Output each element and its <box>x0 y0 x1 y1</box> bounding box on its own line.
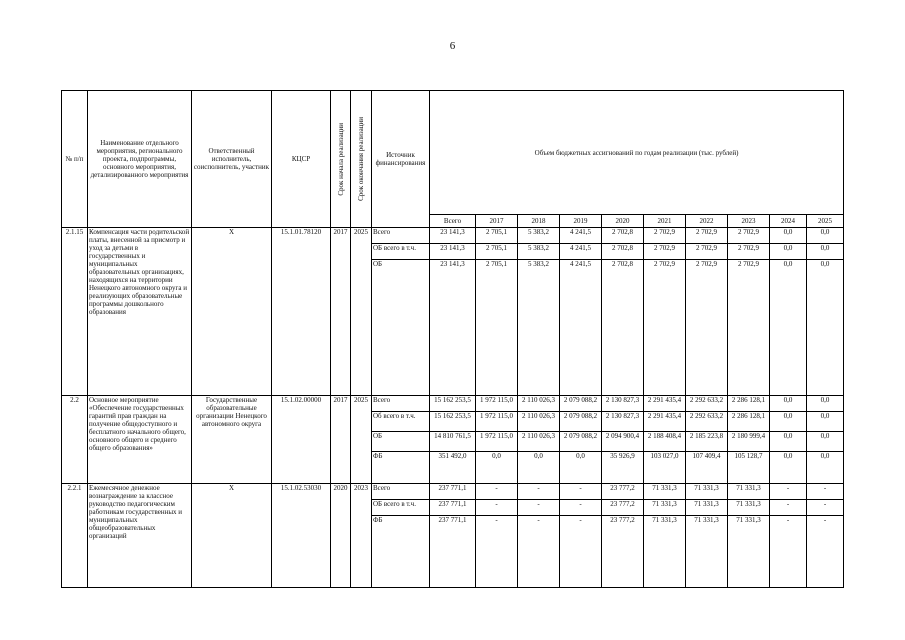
row-start: 2017 <box>331 228 351 396</box>
value-cell: - <box>560 500 602 516</box>
value-cell: 1 972 115,0 <box>476 396 518 412</box>
value-cell: 0,0 <box>807 260 844 396</box>
value-cell: - <box>770 484 807 500</box>
value-cell: - <box>476 500 518 516</box>
source-label: ОБ <box>372 432 430 452</box>
value-cell: 2 702,9 <box>644 228 686 244</box>
value-cell: 2 292 633,2 <box>686 412 728 432</box>
value-cell: 15 162 253,5 <box>430 412 476 432</box>
table-row <box>62 228 844 244</box>
value-cell: 2 079 088,2 <box>560 432 602 452</box>
row-responsible: Х <box>192 228 272 396</box>
value-cell: 23 777,2 <box>602 516 644 588</box>
value-cell: 0,0 <box>807 228 844 244</box>
row-kcsr: 15.1.02.00000 <box>272 396 331 484</box>
value-cell: 2 702,9 <box>644 260 686 396</box>
value-cell: 2 702,9 <box>728 260 770 396</box>
row-number: 2.2.1 <box>62 484 88 588</box>
header-source: Источник финансирования <box>372 91 430 228</box>
header-year: 2017 <box>476 215 518 228</box>
value-cell: 2 702,8 <box>602 228 644 244</box>
value-cell: - <box>518 516 560 588</box>
value-cell: 2 130 827,3 <box>602 396 644 412</box>
value-cell: 71 331,3 <box>728 500 770 516</box>
value-cell: 23 777,2 <box>602 500 644 516</box>
value-cell: 0,0 <box>807 432 844 452</box>
value-cell: 2 291 435,4 <box>644 396 686 412</box>
value-cell: 105 128,7 <box>728 452 770 484</box>
value-cell: 2 180 999,4 <box>728 432 770 452</box>
header-kcsr: КЦСР <box>272 91 331 228</box>
value-cell: 0,0 <box>518 452 560 484</box>
header-year: 2022 <box>686 215 728 228</box>
header-end: Срок окончания реализации <box>357 117 365 201</box>
value-cell: 237 771,1 <box>430 484 476 500</box>
value-cell: - <box>476 484 518 500</box>
value-cell: 1 972 115,0 <box>476 412 518 432</box>
value-cell: 2 702,9 <box>728 244 770 260</box>
row-responsible: Государственные образовательные организации Ненецкого автономного округа <box>192 396 272 484</box>
row-end: 2023 <box>351 484 372 588</box>
value-cell: 2 705,1 <box>476 244 518 260</box>
header-year: 2023 <box>728 215 770 228</box>
value-cell: 0,0 <box>770 244 807 260</box>
table-row <box>62 396 844 412</box>
header-num: № п/п <box>62 91 88 228</box>
value-cell: 0,0 <box>770 412 807 432</box>
row-kcsr: 15.1.02.53030 <box>272 484 331 588</box>
value-cell: 2 702,8 <box>602 244 644 260</box>
header-start: Срок начала реализации <box>336 122 345 196</box>
value-cell: 71 331,3 <box>644 516 686 588</box>
value-cell: 2 292 633,2 <box>686 396 728 412</box>
source-label: ФБ <box>372 452 430 484</box>
source-label: ОБ <box>372 260 430 396</box>
value-cell: 23 141,3 <box>430 228 476 244</box>
value-cell: 103 027,0 <box>644 452 686 484</box>
value-cell: 71 331,3 <box>686 516 728 588</box>
row-start: 2017 <box>331 396 351 484</box>
value-cell: 0,0 <box>476 452 518 484</box>
row-end: 2025 <box>351 228 372 396</box>
value-cell: 237 771,1 <box>430 516 476 588</box>
value-cell: 71 331,3 <box>728 516 770 588</box>
value-cell: 2 702,9 <box>644 244 686 260</box>
value-cell: 2 702,9 <box>686 228 728 244</box>
value-cell: 1 972 115,0 <box>476 432 518 452</box>
value-cell: 0,0 <box>807 396 844 412</box>
value-cell: 0,0 <box>770 228 807 244</box>
header-year: 2025 <box>807 215 844 228</box>
value-cell: 2 705,1 <box>476 228 518 244</box>
value-cell: 71 331,3 <box>686 500 728 516</box>
source-label: ОБ всего в т.ч. <box>372 500 430 516</box>
value-cell: 351 492,0 <box>430 452 476 484</box>
table-body <box>62 228 844 588</box>
value-cell: - <box>518 484 560 500</box>
value-cell: 71 331,3 <box>644 500 686 516</box>
value-cell: - <box>560 484 602 500</box>
value-cell: 71 331,3 <box>644 484 686 500</box>
value-cell: 0,0 <box>770 396 807 412</box>
source-label: ФБ <box>372 516 430 588</box>
value-cell: 0,0 <box>807 412 844 432</box>
value-cell: 2 110 026,3 <box>518 396 560 412</box>
row-name: Основное мероприятие «Обеспечение государственных гарантий прав граждан на получение общедоступного и бесплатного начального общего, основного общего и среднего общего образования» <box>88 396 192 484</box>
header-year: 2018 <box>518 215 560 228</box>
value-cell: 5 383,2 <box>518 260 560 396</box>
value-cell: 2 110 026,3 <box>518 432 560 452</box>
value-cell: 0,0 <box>770 452 807 484</box>
value-cell: 23 777,2 <box>602 484 644 500</box>
budget-table <box>61 90 844 588</box>
row-kcsr: 15.1.01.78120 <box>272 228 331 396</box>
value-cell: 15 162 253,5 <box>430 396 476 412</box>
value-cell: 23 141,3 <box>430 244 476 260</box>
value-cell: 35 926,9 <box>602 452 644 484</box>
header-year: 2019 <box>560 215 602 228</box>
header-responsible: Ответственный исполнитель, соисполнитель, участник <box>192 91 272 228</box>
value-cell: 2 702,8 <box>602 260 644 396</box>
value-cell: 2 094 900,4 <box>602 432 644 452</box>
row-name: Компенсация части родительской платы, внесенной за присмотр и уход за детьми в государственных и муниципальных образовательных организациях, находящихся на территории Ненецкого автономного округа и реализующих образовательные программы дошкольного образования <box>88 228 192 396</box>
header-year: 2020 <box>602 215 644 228</box>
value-cell: 2 702,9 <box>728 228 770 244</box>
value-cell: - <box>476 516 518 588</box>
value-cell: 23 141,3 <box>430 260 476 396</box>
source-label: Всего <box>372 484 430 500</box>
value-cell: - <box>770 516 807 588</box>
value-cell: 5 383,2 <box>518 228 560 244</box>
row-end: 2025 <box>351 396 372 484</box>
value-cell: - <box>807 500 844 516</box>
value-cell: 0,0 <box>807 244 844 260</box>
source-label: Об всего в т.ч. <box>372 412 430 432</box>
value-cell: 14 810 761,5 <box>430 432 476 452</box>
value-cell: 2 130 827,3 <box>602 412 644 432</box>
value-cell: 2 188 408,4 <box>644 432 686 452</box>
value-cell: 2 286 128,1 <box>728 412 770 432</box>
value-cell: - <box>560 516 602 588</box>
value-cell: 0,0 <box>807 452 844 484</box>
value-cell: 0,0 <box>560 452 602 484</box>
row-responsible: Х <box>192 484 272 588</box>
value-cell: 4 241,5 <box>560 244 602 260</box>
page-number: 6 <box>449 40 456 52</box>
value-cell: 2 291 435,4 <box>644 412 686 432</box>
value-cell: 0,0 <box>770 432 807 452</box>
header-name: Наименование отдельного мероприятия, регионального проекта, подпрограммы, основного мероприятия, детализированного мероприятия <box>88 91 192 228</box>
source-label: Всего <box>372 396 430 412</box>
value-cell: 2 702,9 <box>686 260 728 396</box>
value-cell: - <box>807 516 844 588</box>
header-year: Всего <box>430 215 476 228</box>
value-cell: 5 383,2 <box>518 244 560 260</box>
table-header <box>62 91 844 228</box>
value-cell: - <box>807 484 844 500</box>
value-cell: 4 241,5 <box>560 228 602 244</box>
header-volume: Объем бюджетных ассигнований по годам реализации (тыс. рублей) <box>430 91 844 215</box>
header-year: 2021 <box>644 215 686 228</box>
row-name: Ежемесячное денежное вознаграждение за классное руководство педагогическим работникам государственных и муниципальных общеобразовательных организаций <box>88 484 192 588</box>
value-cell: 4 241,5 <box>560 260 602 396</box>
row-start: 2020 <box>331 484 351 588</box>
value-cell: 71 331,3 <box>686 484 728 500</box>
value-cell: 71 331,3 <box>728 484 770 500</box>
value-cell: 2 702,9 <box>686 244 728 260</box>
value-cell: - <box>770 500 807 516</box>
value-cell: 2 079 088,2 <box>560 396 602 412</box>
value-cell: 0,0 <box>770 260 807 396</box>
source-label: ОБ всего в т.ч. <box>372 244 430 260</box>
row-number: 2.2 <box>62 396 88 484</box>
value-cell: 2 079 088,2 <box>560 412 602 432</box>
source-label: Всего <box>372 228 430 244</box>
value-cell: 107 409,4 <box>686 452 728 484</box>
value-cell: 2 705,1 <box>476 260 518 396</box>
value-cell: - <box>518 500 560 516</box>
value-cell: 2 185 223,8 <box>686 432 728 452</box>
value-cell: 2 110 026,3 <box>518 412 560 432</box>
header-year: 2024 <box>770 215 807 228</box>
row-number: 2.1.15 <box>62 228 88 396</box>
table-row <box>62 484 844 500</box>
value-cell: 237 771,1 <box>430 500 476 516</box>
value-cell: 2 286 128,1 <box>728 396 770 412</box>
